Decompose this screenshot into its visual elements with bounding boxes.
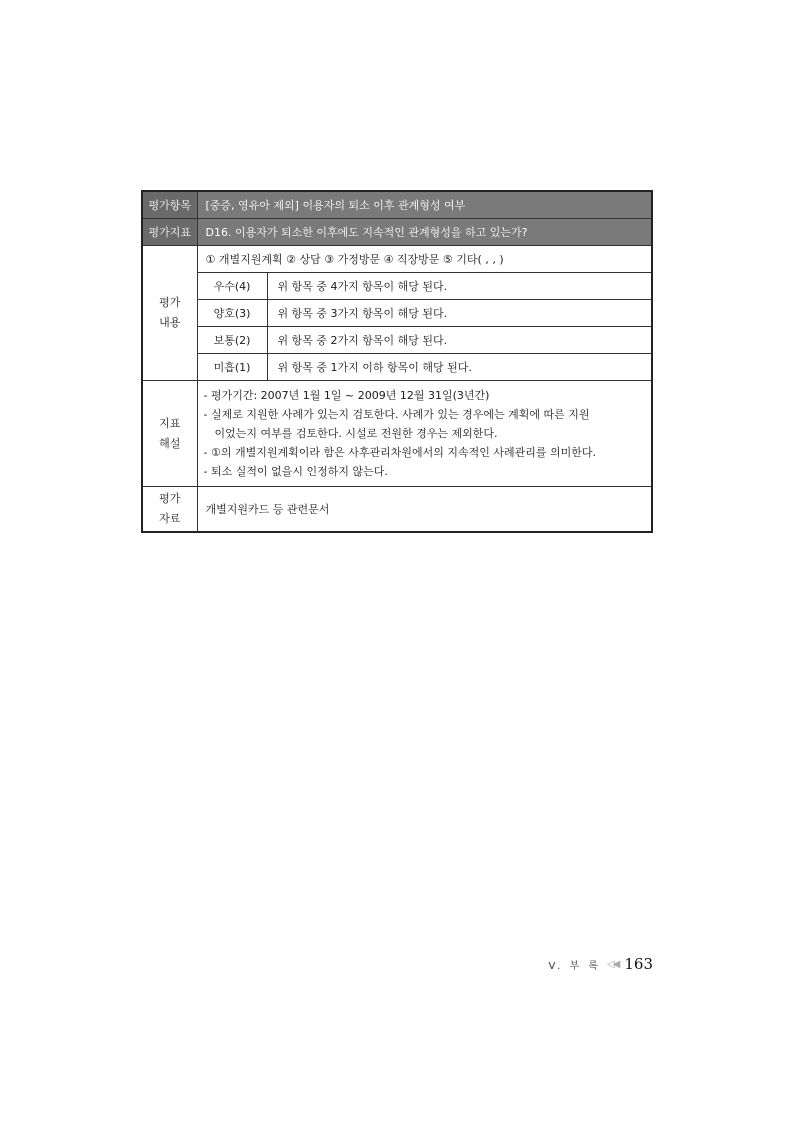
grade-description: 위 항목 중 1가지 이하 항목이 해당 된다. [267, 354, 652, 381]
grade-row [142, 354, 652, 381]
indicator-row [142, 219, 652, 246]
grade-row [142, 273, 652, 300]
material-value: 개별지원카드 등 관련문서 [197, 487, 652, 533]
grade-row [142, 300, 652, 327]
grade-label: 미흡(1) [197, 354, 267, 381]
explanation-row [142, 381, 652, 487]
grade-description: 위 항목 중 4가지 항목이 해당 된다. [267, 273, 652, 300]
material-row [142, 487, 652, 533]
page-number: 163 [624, 955, 653, 973]
grade-description: 위 항목 중 3가지 항목이 해당 된다. [267, 300, 652, 327]
indicator-value: D16. 이용자가 퇴소한 이후에도 지속적인 관계형성을 하고 있는가? [197, 219, 652, 246]
evaluation-table [141, 190, 653, 533]
options-row [142, 246, 652, 273]
item-label: 평가항목 [142, 191, 197, 219]
grade-label: 양호(3) [197, 300, 267, 327]
indicator-label: 평가지표 [142, 219, 197, 246]
grade-label: 보통(2) [197, 327, 267, 354]
grade-label: 우수(4) [197, 273, 267, 300]
content-label: 평가 내용 [142, 246, 197, 381]
page-footer [549, 955, 653, 973]
arrow-icon: ◁◀ [606, 958, 619, 970]
note-line: - ①의 개별지원계획이라 함은 사후관리차원에서의 지속적인 사례관리를 의미한다. [203, 446, 596, 459]
material-label: 평가 자료 [142, 487, 197, 533]
item-row [142, 191, 652, 219]
explanation-notes [197, 381, 652, 487]
note-line: - 실제로 지원한 사례가 있는지 검토한다. 사례가 있는 경우에는 계획에 따른 지원 [203, 408, 590, 421]
grade-description: 위 항목 중 2가지 항목이 해당 된다. [267, 327, 652, 354]
note-line: - 퇴소 실적이 없을시 인정하지 않는다. [203, 465, 388, 478]
options-list: ① 개별지원계획 ② 상담 ③ 가정방문 ④ 직장방문 ⑤ 기타( , , ) [197, 246, 652, 273]
note-line: - 평가기간: 2007년 1월 1일 ~ 2009년 12월 31일(3년간) [203, 389, 490, 402]
explanation-label: 지표 해설 [142, 381, 197, 487]
grade-row [142, 327, 652, 354]
item-value: [중증, 영유아 제외] 이용자의 퇴소 이후 관계형성 여부 [197, 191, 652, 219]
section-label: V. 부 록 [548, 960, 601, 972]
note-line: 이었는지 여부를 검토한다. 시설로 전원한 경우는 제외한다. [214, 427, 498, 440]
